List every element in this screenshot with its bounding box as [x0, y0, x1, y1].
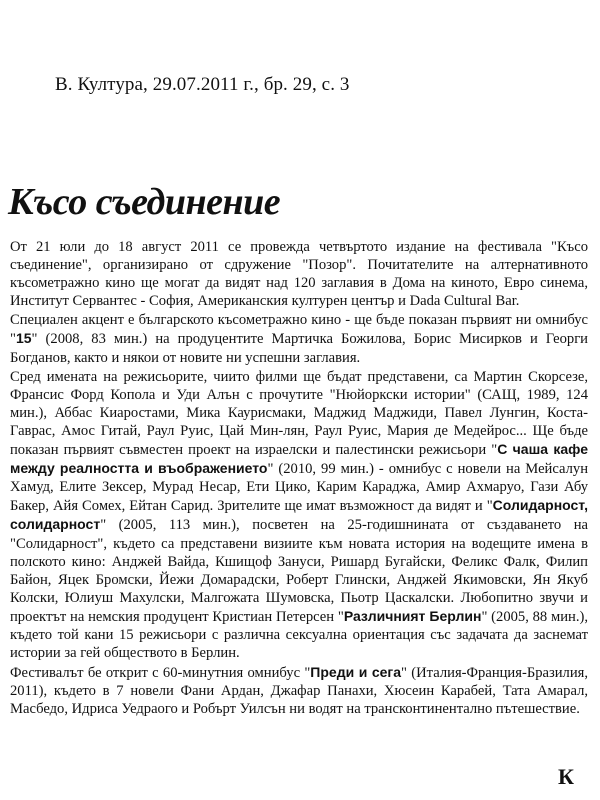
paragraph-text: " (2008, 83 мин.) на продуцентите Мартичка Божилова, Борис Мисирков и Георги Богданов, както и някои от новите ни успешни заглавия. — [10, 331, 588, 366]
source-citation: В. Култура, 29.07.2011 г., бр. 29, с. 3 — [55, 74, 350, 95]
paragraph-text: " (2005, 113 мин.), посветен на 25-годишнината от създаването на "Солидарност", където са представени визиите към новата история на водещите имена в полското кино: Анджей Вайда, Кшищоф Зануси, Ришард Бугайски, Феликс Фалк, Филип Байон, Яцек Бромски, Йежи Домарадски, Роберт Глински, Анджей Якимовски, Ян Якуб Колски, Юлиуш Махулски, Малгожата Шумовска, Пьотр Цаскалски. Любопитно звучи и проектът на немския продуцент Кристиан Петерсен " — [10, 517, 588, 625]
bold-title-text: Различният Берлин — [343, 607, 482, 624]
article-paragraph — [10, 238, 588, 310]
bold-title-text: Преди и сега — [310, 664, 402, 681]
paragraph-text: " (Италия-Франция-Бразилия, 2011), където в 7 новели Фани Ардан, Джафар Панахи, Хюсеин Карабей, Тата Амарал, Масбедо, Идриса Уедраого и Робърт Уилсън ни водят на трансконтинентално пътешествие. — [10, 665, 589, 718]
paragraph-text: " (2005, 88 мин.), където той кани 15 режисьори с различна сексуална ориентация със задачата да заснемат истории за гей обществото в Берлин. — [10, 608, 588, 662]
article-body — [10, 238, 588, 719]
paragraph-text: " (2010, 99 мин.) - омнибус с новели на Мейсалун Хамуд, Елите Зексер, Мурад Несар, Ети Цико, Карим Караджа, Амир Ахмаруо, Гази Абу Бакер, Айя Сомех, Ейтан Сарид. Зрителите ще имат възможност да видят и " — [10, 461, 589, 515]
paragraph-text: От 21 юли до 18 август 2011 се провежда четвъртото издание на фестивала "Късо съединение", организирано от сдружение "Позор". Почитателите на алтернативното късометражно кино ще могат да видят над 120 заглавия в Дома на киното, Евро синема, Институт Сервантес - София, Американския културен център и Dada Cultural Bar. — [10, 239, 588, 310]
article-paragraph — [10, 368, 588, 663]
article-title: Късо съединение — [8, 181, 281, 223]
paragraph-text: Фестивалът бе открит с 60-минутния омнибус " — [10, 665, 311, 682]
bold-title-text: С чаша кафе между реалността и въображението — [10, 441, 589, 477]
paragraph-text: Сред имената на режисьорите, чиито филми ще бъдат представени, са Мартин Скорсезе, Франсис Форд Копола и Уди Алън с прочутите "Нюйоркски истории" (САЩ, 1989, 124 мин.), Аббас Киаростами, Мика Каурисмаки, Маджид Маджиди, Павел Лунгин, Коста-Гаврас, Амос Гитай, Раул Руис, Цай Мин-лян, Раул Руис, Мария де Медейрос... Ще бъде показан първият съвместен проект на израелски и палестински режисьори " — [10, 368, 588, 459]
bold-title-text: Солидарност, солидарност — [10, 497, 588, 533]
corner-mark: К — [558, 764, 574, 789]
bold-title-text: 15 — [15, 330, 32, 347]
paragraph-text: Специален акцент е българското късометражно кино - ще бъде показан първият ни омнибус " — [10, 312, 588, 348]
article-paragraph — [10, 311, 588, 366]
article-paragraph — [10, 663, 588, 718]
